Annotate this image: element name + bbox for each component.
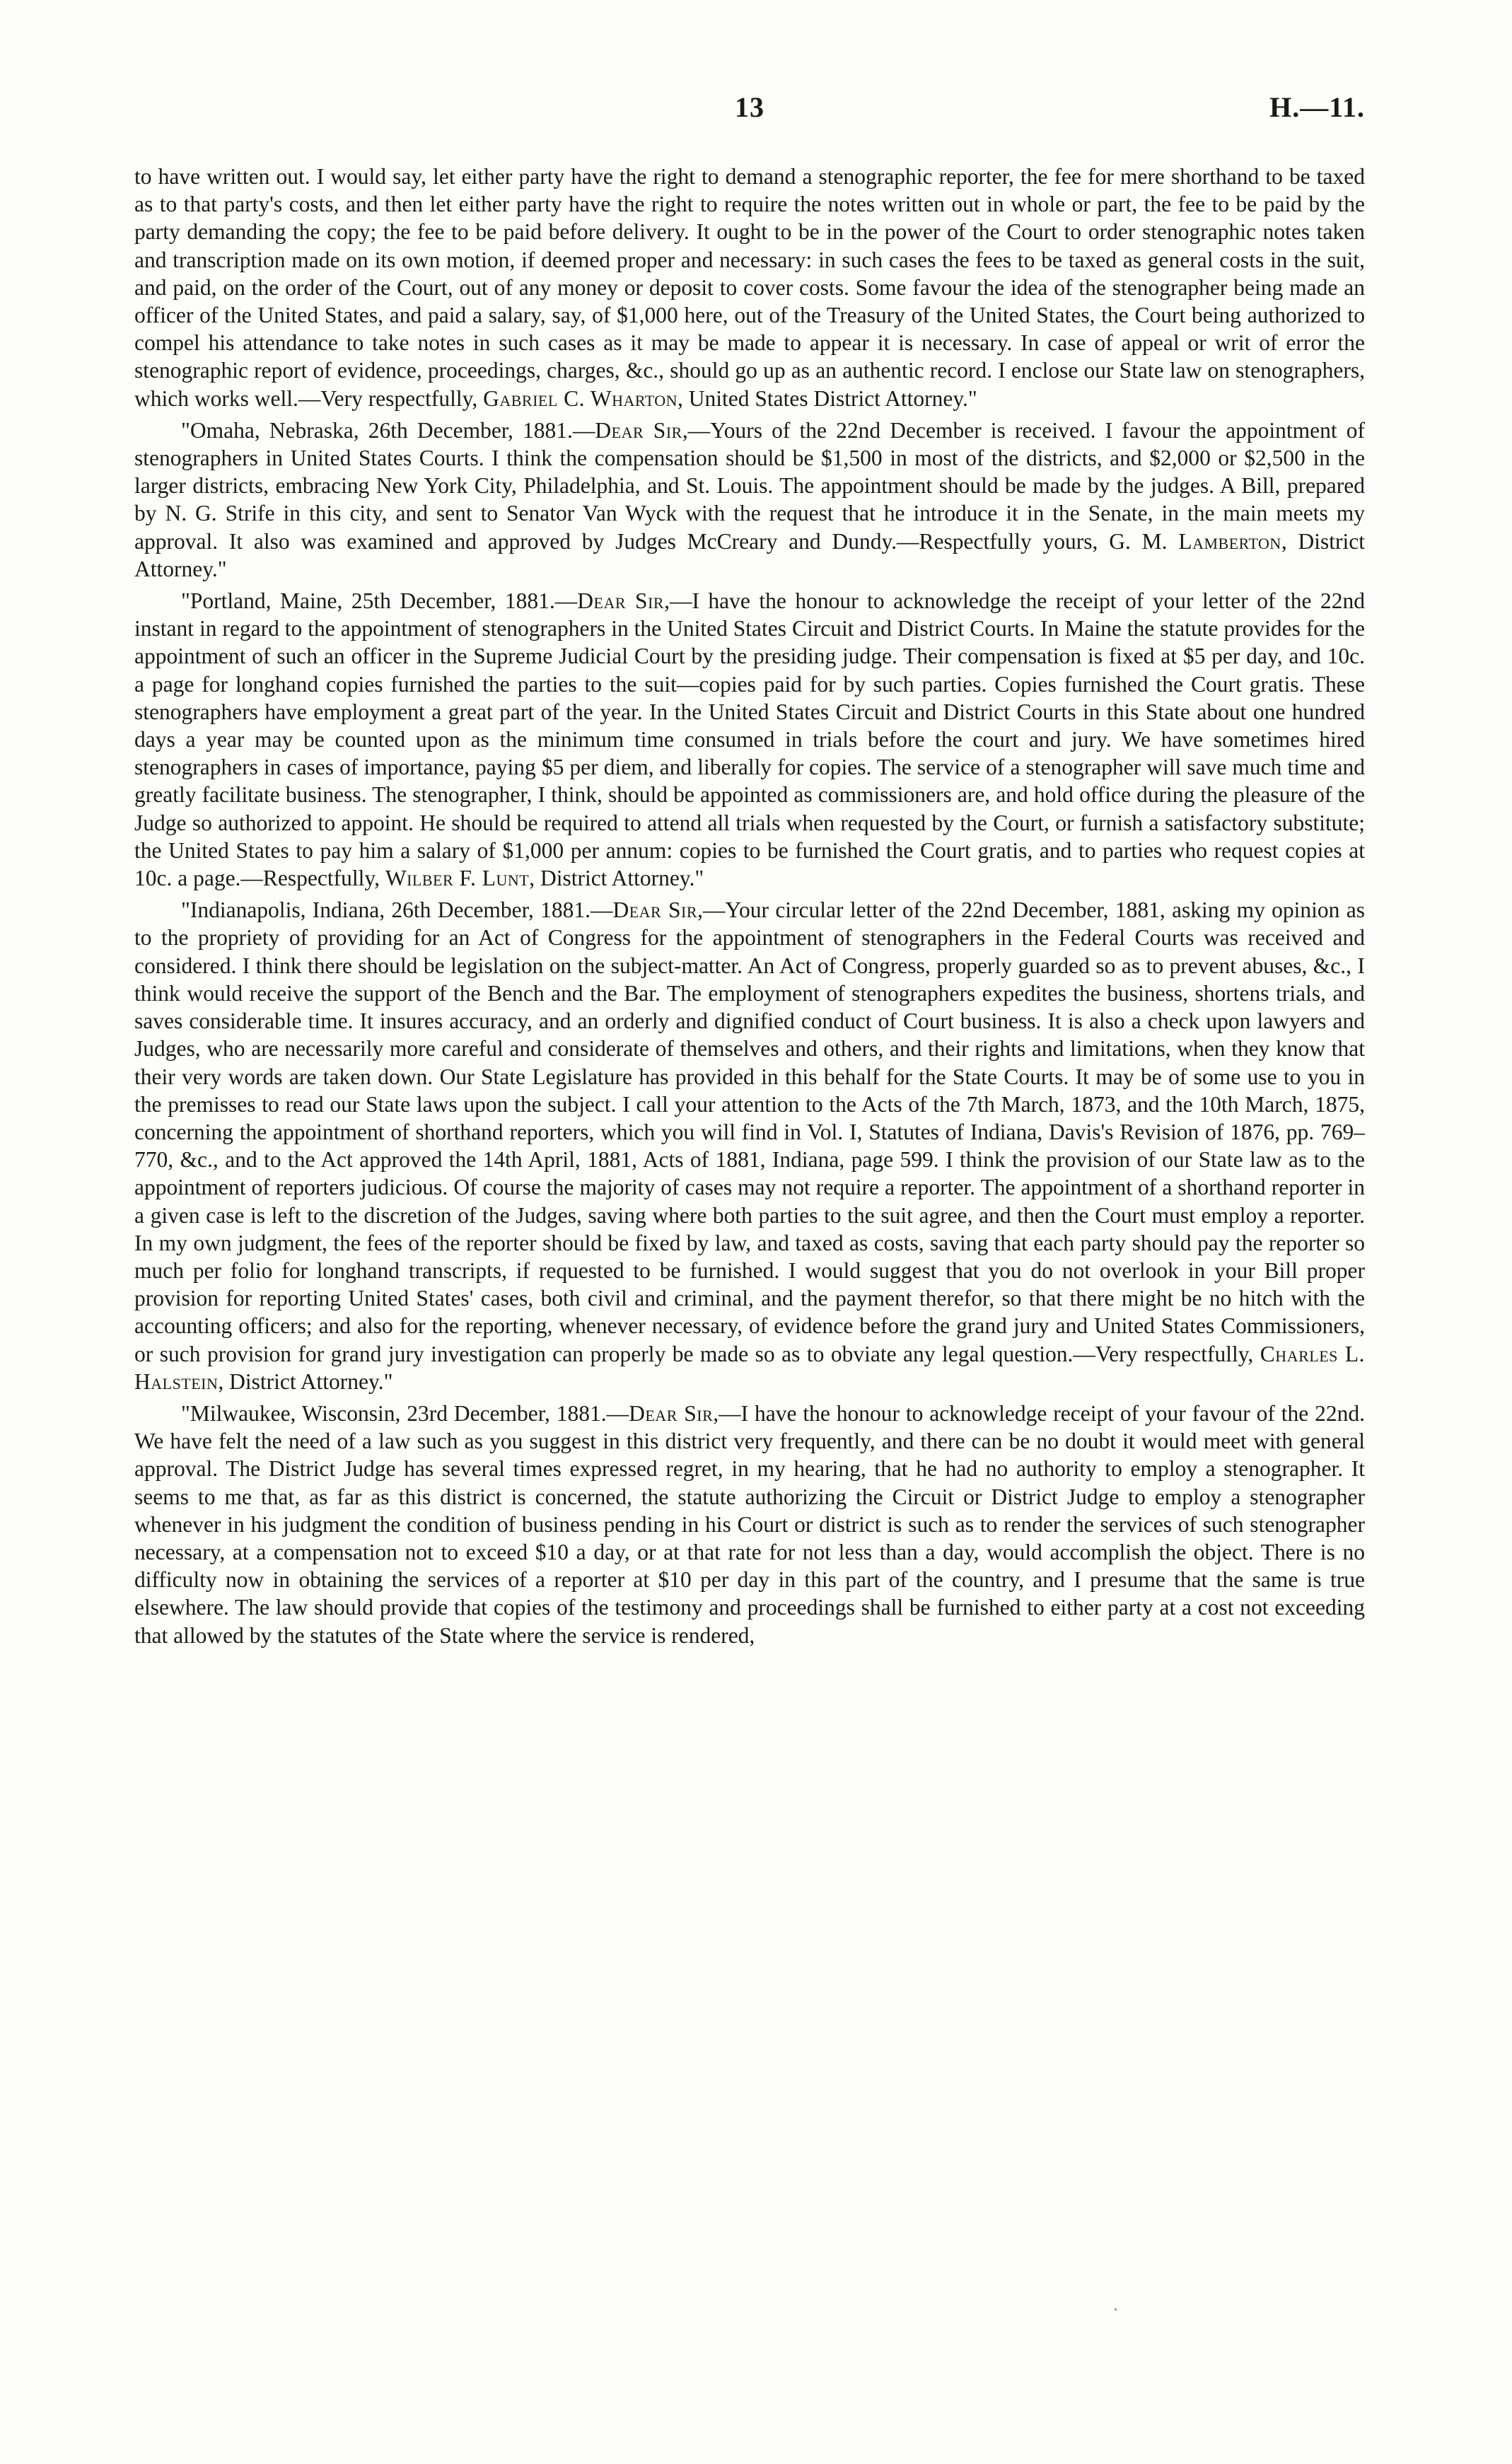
signatory-name: Lamberton (1178, 528, 1281, 554)
letter-salutation: Dear Sir (629, 1400, 714, 1426)
page-header (134, 91, 1365, 133)
letter-text: ,—Yours of the 22nd December is received. I favour the appointment of stenographers in United States Courts. I think the compensation should be $1,500 in most of the districts, and $2,000 or $2,500 in the larger districts, embracing New York City, Philadelphia, and St. Louis. The appointment should be made by the judges. A Bill, prepared by N. G. Strife in this city, and sent to Senator Van Wyck with the request that he introduce it in the Senate, in the main meets my approval. It also was examined and approved by Judges McCreary and Dundy.—Respectfully yours, G. M. (134, 417, 1365, 554)
letter-text: ,—I have the honour to acknowledge receipt of your favour of the 22nd. We have felt the need of a law such as you suggest in this district very frequently, and there can be no doubt it would meet with general approval. The District Judge has several times expressed regret, in my hearing, that he had no authority to employ a stenographer. It seems to me that, as far as this district is concerned, the statute authorizing the Circuit or District Judge to employ a stenographer whenever in his judgment the condition of business pending in his Court or district is such as to render the services of such stenographer necessary, at a compensation not to exceed $10 a day, or at that rate for not less than a day, would accomplish the object. There is no difficulty now in obtaining the services of a reporter at $10 per day in this part of the country, and I presume that the same is true elsewhere. The law should provide that copies of the testimony and proceedings shall be furnished to either party at a cost not exceeding that allowed by the statutes of the State where the service is rendered, (134, 1400, 1366, 1648)
page-speck (1115, 2308, 1117, 2311)
signatory-name: Charles L. Halstein (134, 1341, 1365, 1394)
signatory-name: Gabriel C. Wharton (483, 385, 678, 411)
letter-milwaukee (134, 1400, 1365, 1649)
letter-salutation: Dear Sir (595, 417, 682, 443)
signatory-name: Wilber F. Lunt (385, 866, 530, 891)
signatory-closing: , District Attorney." (529, 866, 704, 891)
paragraph-continuation (134, 163, 1365, 412)
letter-salutation: Dear Sir (612, 897, 698, 923)
page-number: 13 (735, 91, 764, 123)
letter-omaha (134, 417, 1365, 583)
letter-salutation: Dear Sir (577, 588, 665, 614)
letter-text: ,—Your circular letter of the 22nd December, 1881, asking my opinion as to the propriety of providing for an Act of Congress for the appointment of stenographers in the Federal Courts was received and considered. I think there should be legislation on the subject-matter. An Act of Congress, properly guarded so as to prevent abuses, &c., I think would receive the support of the Bench and the Bar. The employment of stenographers expedites the business, shortens trials, and saves considerable time. It insures accuracy, and an orderly and dignified conduct of Court business. It is also a check upon lawyers and Judges, who are necessarily more careful and considerate of themselves and others, and their rights and limitations, when they know that their very words are taken down. Our State Legislature has provided in this behalf for the State Courts. It may be of some use to you in the premisses to read our State laws upon the subject. I call your attention to the Acts of the 7th March, 1873, and the 10th March, 1875, concerning the appointment of shorthand reporters, which you will find in Vol. I, Statutes of Indiana, Davis's Revision of 1876, pp. 769–770, &c., and to the Act approved the 14th April, 1881, Acts of 1881, Indiana, page 599. I think the provision of our State law as to the appointment of reporters judicious. Of course the majority of cases may not require a reporter. The appointment of a shorthand reporter in a given case is left to the discretion of the Judges, saving where both parties to the suit agree, and then the Court must employ a reporter. In my own judgment, the fees of the reporter should be fixed by law, and taxed as costs, saving that each party should pay the reporter so much per folio for longhand transcripts, if requested to be furnished. I would suggest that you do not overlook in your Bill proper provision for reporting United States' cases, both civil and criminal, and the payment therefor, so that there might be no hitch with the accounting officers; and also for the reporting, whenever necessary, of evidence before the grand jury and United States Commissioners, or such provision for grand jury investigation can properly be made so as to obviate any legal question.—Very respectfully, (134, 897, 1365, 1366)
signatory-closing: , District Attorney." (218, 1368, 393, 1394)
document-reference: H.—11. (1269, 91, 1365, 123)
letter-indianapolis (134, 896, 1365, 1395)
signatory-closing: , District Attorney." (134, 528, 1365, 581)
letter-opening: "Indianapolis, Indiana, 26th December, 1881.— (181, 897, 613, 923)
letter-opening: "Omaha, Nebraska, 26th December, 1881.— (181, 417, 595, 443)
letter-opening: "Milwaukee, Wisconsin, 23rd December, 1881.— (181, 1400, 629, 1426)
signatory-closing: , United States District Attorney." (678, 385, 977, 411)
paragraph-text: to have written out. I would say, let either party have the right to demand a stenographic reporter, the fee for mere shorthand to be taxed as to that party's costs, and then let either party have the right to require the notes written out in whole or part, the fee to be paid by the party demanding the copy; the fee to be paid before delivery. It ought to be in the power of the Court to order stenographic notes taken and transcription made on its own motion, if deemed proper and necessary: in such cases the fees to be taxed as general costs in the suit, and paid, on the order of the Court, out of any money or deposit to cover costs. Some favour the idea of the stenographer being made an officer of the United States, and paid a salary, say, of $1,000 here, out of the Treasury of the United States, the Court being authorized to compel his attendance to take notes in such cases as it may be made to appear it is necessary. In case of appeal or writ of error the stenographic report of evidence, proceedings, charges, &c., should go up as an authentic record. I enclose our State law on stenographers, which works well.—Very respectfully, (134, 164, 1365, 411)
letter-text: ,—I have the honour to acknowledge the receipt of your letter of the 22nd instant in regard to the appointment of stenographers in the United States Circuit and District Courts. In Maine the statute provides for the appointment of such an officer in the Supreme Judicial Court by the presiding judge. Their compensation is fixed at $5 per day, and 10c. a page for longhand copies furnished the parties to the suit—copies paid for by such parties. Copies furnished the Court gratis. These stenographers have employment a great part of the year. In the United States Circuit and District Courts in this State about one hundred days a year may be counted upon as the minimum time consumed in trials before the court and jury. We have sometimes hired stenographers in cases of importance, paying $5 per diem, and liberally for copies. The service of a stenographer will save much time and greatly facilitate business. The stenographer, I think, should be appointed as commissioners are, and hold office during the pleasure of the Judge so authorized to appoint. He should be required to attend all trials when requested by the Court, or furnish a satisfactory substitute; the United States to pay him a salary of $1,000 per annum: copies to be furnished the Court gratis, and to parties who request copies at 10c. a page.—Respectfully, (134, 588, 1365, 891)
body-text (134, 163, 1365, 1654)
letter-portland (134, 587, 1365, 892)
letter-opening: "Portland, Maine, 25th December, 1881.— (181, 588, 578, 614)
